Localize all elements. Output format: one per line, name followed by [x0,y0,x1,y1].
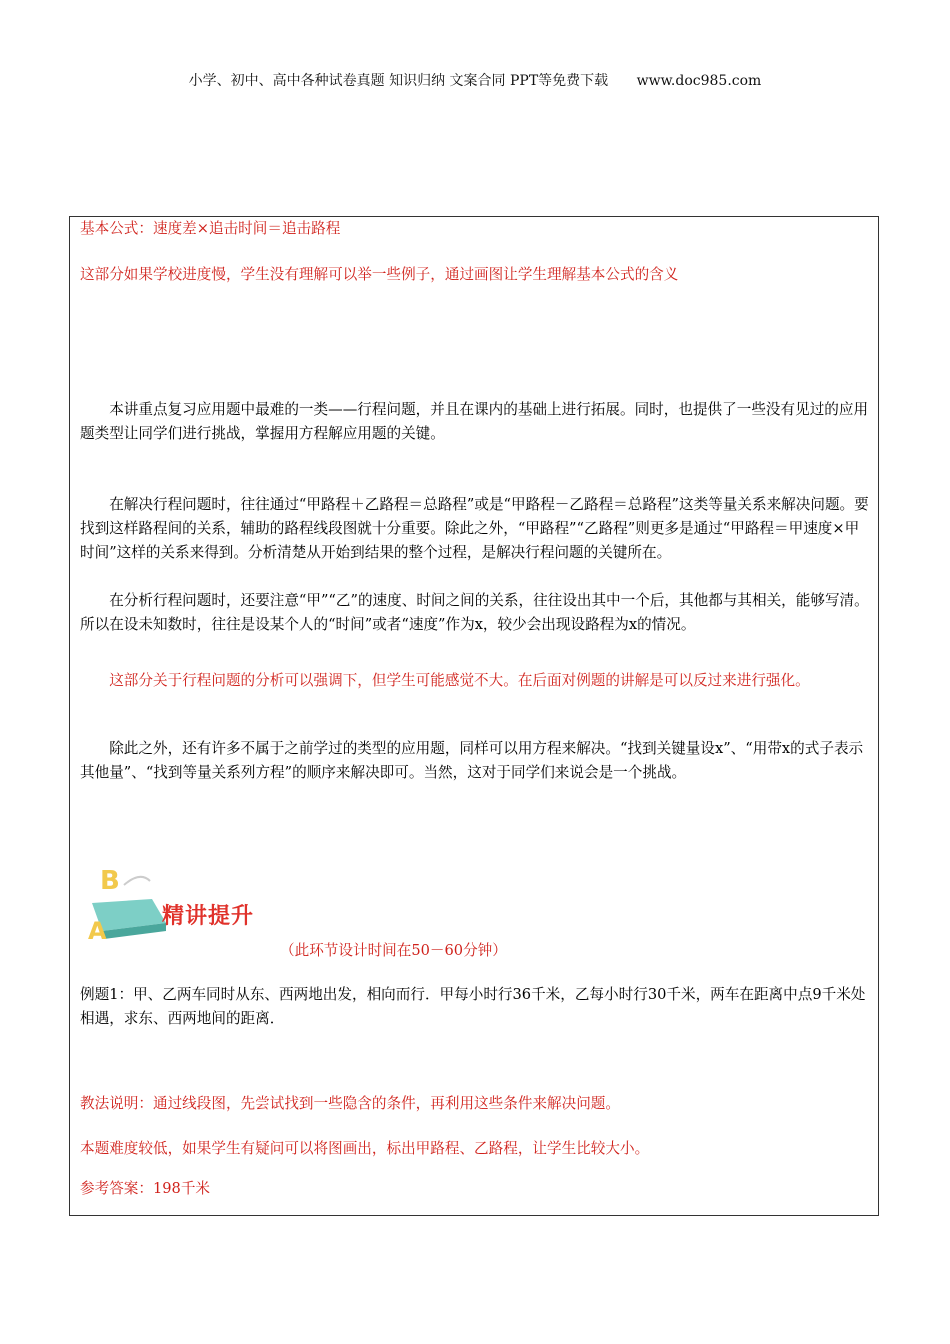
header-url[interactable]: www.doc985.com [636,73,762,89]
content-box [69,216,879,1216]
teacher-note-2: 这部分关于行程问题的分析可以强调下，但学生可能感觉不大。在后面对例题的讲解是可以反过来进行强化。 [109,672,810,689]
page-header [0,70,950,90]
logo-letter-b: B [100,866,120,896]
reference-answer: 参考答案：198千米 [80,1180,211,1197]
formula-line: 基本公式：速度差×追击时间＝追击路程 [80,220,341,237]
section-timing: （此环节设计时间在50－60分钟） [280,942,507,959]
method-note: 教法说明：通过线段图，先尝试找到一些隐含的条件，再利用这些条件来解决问题。 [80,1095,620,1112]
teacher-note-1: 这部分如果学校进度慢，学生没有理解可以举一些例子，通过画图让学生理解基本公式的含义 [80,266,679,283]
logo-letter-a: A [88,917,107,945]
difficulty-note: 本题难度较低，如果学生有疑问可以将图画出，标出甲路程、乙路程，让学生比较大小。 [80,1140,650,1157]
example-1: 例题1：甲、乙两车同时从东、西两地出发，相向而行．甲每小时行36千米，乙每小时行30千米，两车在距离中点9千米处相遇，求东、西两地间的距离． [80,986,866,1027]
intro-paragraph: 本讲重点复习应用题中最难的一类——行程问题，并且在课内的基础上进行拓展。同时，也提供了一些没有见过的应用题类型让同学们进行挑战，掌握用方程解应用题的关键。 [80,401,869,442]
analysis-paragraph-1: 在解决行程问题时，往往通过“甲路程＋乙路程＝总路程”或是“甲路程－乙路程＝总路程”这类等量关系来解决问题。要找到这样路程间的关系，辅助的路程线段图就十分重要。除此之外，“甲路程”“乙路程”则更多是通过“甲路程＝甲速度×甲时间”这样的关系来得到。分析清楚从开始到结果的整个过程，是解决行程问题的关键所在。 [80,496,869,561]
extension-paragraph: 除此之外，还有许多不属于之前学过的类型的应用题，同样可以用方程来解决。“找到关键量设x”、“用带x的式子表示其他量”、“找到等量关系列方程”的顺序来解决即可。当然，这对于同学们来说会是一个挑战。 [80,740,864,781]
section-title: 精讲提升 [162,904,255,929]
header-text: 小学、初中、高中各种试卷真题 知识归纳 文案合同 PPT等免费下载 [188,73,609,89]
analysis-paragraph-2: 在分析行程问题时，还要注意“甲”“乙”的速度、时间之间的关系，往往设出其中一个后，其他都与其相关，能够写清。所以在设未知数时，往往是设某个人的“时间”或者“速度”作为x，较少会出现设路程为x的情况。 [80,592,869,633]
